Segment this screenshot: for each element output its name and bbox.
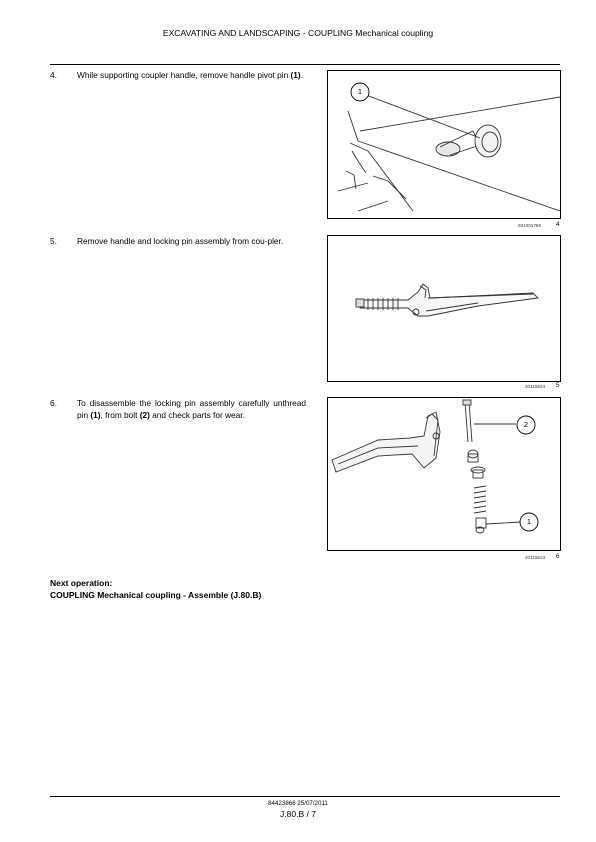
step-number: 4. bbox=[50, 70, 57, 80]
header-rule bbox=[50, 64, 560, 65]
footer-doc-info: 84423866 25/07/2011 bbox=[268, 800, 328, 807]
figure-5-image bbox=[327, 235, 561, 382]
figure-caption: 20115824 bbox=[525, 384, 546, 389]
next-operation-link[interactable]: COUPLING Mechanical coupling - Assemble (J.80.B) bbox=[50, 589, 262, 600]
page-header: EXCAVATING AND LANDSCAPING - COUPLING Mechanical coupling bbox=[162, 28, 434, 38]
part-reference: (1) bbox=[90, 409, 101, 420]
figure-6-image bbox=[327, 397, 561, 551]
part-reference: (2) bbox=[139, 409, 150, 420]
step-text: To disassemble the locking pin assembly carefully unthread pin (1), from bolt (2) and check parts for wear. bbox=[77, 398, 306, 420]
callout-2: 2 bbox=[523, 420, 529, 429]
step-text: Remove handle and locking pin assembly from cou-pler. bbox=[77, 236, 284, 246]
part-reference: (1) bbox=[290, 70, 301, 80]
page-number: J.80.B / 7 bbox=[280, 809, 316, 819]
figure-number: 4 bbox=[556, 221, 560, 228]
next-operation-label: Next operation: bbox=[50, 578, 113, 588]
step-4 bbox=[50, 70, 306, 82]
step-5 bbox=[50, 236, 306, 248]
step-number: 6. bbox=[50, 398, 57, 408]
footer-rule bbox=[50, 796, 560, 797]
callout-1: 1 bbox=[526, 517, 532, 526]
figure-caption: 20115823 bbox=[525, 555, 546, 560]
figure-number: 5 bbox=[556, 382, 560, 389]
step-number: 5. bbox=[50, 236, 57, 246]
figure-4-image bbox=[327, 70, 561, 219]
step-6 bbox=[50, 398, 306, 421]
step-text: While supporting coupler handle, remove handle pivot pin (1). bbox=[77, 70, 303, 80]
figure-number: 6 bbox=[556, 553, 560, 560]
next-operation bbox=[50, 578, 261, 601]
figure-caption: 931001788 bbox=[518, 223, 541, 228]
callout-1: 1 bbox=[357, 87, 363, 96]
